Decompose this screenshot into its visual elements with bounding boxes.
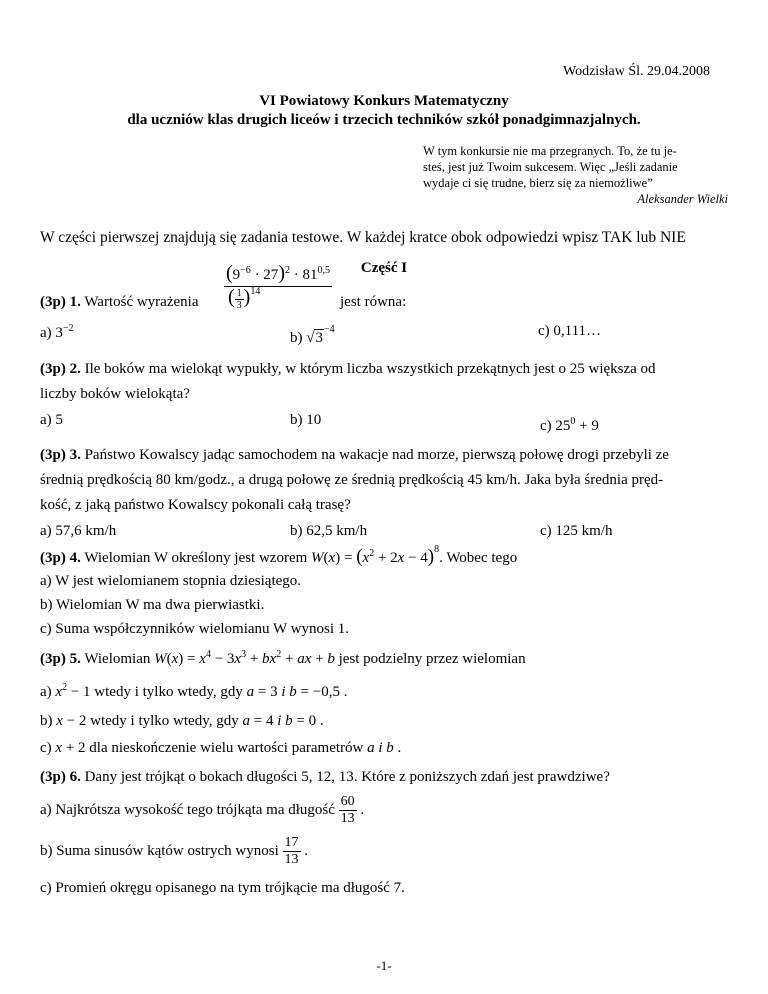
task-4-number: 4. — [69, 550, 81, 566]
answer-label: b) — [40, 713, 53, 729]
motto-author: Aleksander Wielki — [637, 192, 728, 206]
task-1-points: (3p) — [40, 294, 66, 310]
answer-condition-text: wtedy i tylko wtedy, gdy — [94, 684, 243, 700]
task-5-answer-c: c) x + 2 dla nieskończenie wielu wartości parametrów a i b . — [40, 740, 402, 756]
task-3-number: 3. — [69, 447, 81, 463]
task-2-answer-c: c) $25^0 + 9$ — [540, 416, 599, 434]
title-line-1: VI Powiatowy Konkurs Matematyczny — [259, 93, 509, 109]
fraction: $\frac{17}{13}$ — [284, 835, 299, 867]
task-4-prompt: (3p) 4. Wielomian W określony jest wzorem $W(x) = (x^2 + 2x - 4)^8$. Wobec tego — [40, 544, 518, 567]
expression-denominator: ( $\frac{1}{3}$ )$^{14}$ — [228, 286, 261, 312]
task-4-points: (3p) — [40, 550, 66, 566]
task-1-number: 1. — [69, 294, 81, 310]
intro-text: W części pierwszej znajdują się zadania testowe. W każdej kratce obok odpowiedzi wpisz TAK lub NIE — [40, 229, 686, 246]
task-1-tail: jest równa: — [340, 294, 407, 310]
task-6-points: (3p) — [40, 769, 66, 785]
answer-label: c) — [40, 740, 52, 756]
task-3-line-3: kość, z jaką państwo Kowalscy pokonali całą trasę? — [40, 497, 351, 513]
task-4-text: Wielomian W określony jest wzorem — [84, 550, 308, 566]
task-5-tail: jest podzielny przez wielomian — [338, 651, 526, 667]
task-5-prompt — [40, 651, 526, 668]
task-2-answer-b: b) 10 — [290, 412, 322, 428]
task-5-points: (3p) — [40, 651, 66, 667]
place-date: Wodzisław Śl. 29.04.2008 — [563, 64, 711, 79]
task-4-answer-c: c) Suma współczynników wielomianu W wynosi 1. — [40, 621, 349, 637]
answer-label: c) — [540, 418, 552, 434]
task-4-tail: . Wobec tego — [439, 550, 518, 566]
task-5-answer-b: b) x − 2 wtedy i tylko wtedy, gdy a = 4 i b = 0 . — [40, 713, 324, 729]
task-1-answer-b: b) $√3^{-4}$ — [290, 324, 335, 346]
task-3-answer-a: a) 57,6 km/h — [40, 523, 117, 539]
task-3-points: (3p) — [40, 447, 66, 463]
sqrt-icon: √3 — [306, 330, 323, 346]
task-1-prompt — [40, 294, 198, 311]
task-2-line-1 — [40, 361, 656, 378]
task-4-answer-b: b) Wielomian W ma dwa pierwiastki. — [40, 597, 265, 613]
task-2-number: 2. — [69, 361, 81, 377]
expression-numerator: $(9^{-6} \cdot 27)^2 \cdot 81^{0,5}$ — [226, 262, 330, 284]
task-6-answer-b-text: b) Suma sinusów kątów ostrych wynosi — [40, 843, 279, 859]
task-2-text: Ile boków ma wielokąt wypukły, w którym liczba wszystkich przekątnych jest o 25 większa od — [84, 361, 656, 377]
task-3-line-2: średnią prędkością 80 km/godz., a drugą połowę ze średnią prędkością 45 km/h. Jaka była średnia pręd- — [40, 472, 664, 488]
task-4-answer-a: a) W jest wielomianem stopnia dziesiątego. — [40, 573, 302, 589]
task-6-text: Dany jest trójkąt o bokach długości 5, 12, 13. Które z poniższych zdań jest prawdziwe? — [84, 769, 610, 785]
task-3-line-1 — [40, 447, 669, 464]
task-1-answer-a: a) $3^{-2}$ — [40, 323, 74, 341]
title-line-2: dla uczniów klas drugich liceów i trzecich techników szkół ponadgimnazjalnych. — [127, 112, 641, 128]
answer-condition-text: wtedy i tylko wtedy, gdy — [90, 713, 239, 729]
task-5-formula: $W(x) = x^4 - 3x^3 + bx^2$ + ax + b — [154, 649, 335, 667]
page-number: -1- — [376, 958, 392, 973]
answer-label: a) — [40, 684, 52, 700]
task-1-answer-c: c) 0,111… — [538, 323, 602, 339]
task-6-number: 6. — [69, 769, 81, 785]
section-title: Część I — [360, 260, 408, 276]
motto-line: steś, jest już Twoim sukcesem. Więc „Jeśli zadanie — [423, 160, 678, 174]
answer-label: a) — [40, 325, 52, 341]
task-2-answer-a: a) 5 — [40, 412, 63, 428]
task-6-prompt — [40, 769, 610, 786]
task-5-answer-a: a) $x^2 - 1$ wtedy i tylko wtedy, gdy a = 3 i b = −0,5 . — [40, 682, 348, 700]
answer-label: b) — [290, 330, 303, 346]
motto-line: W tym konkursie nie ma przegranych. To, że tu je- — [423, 144, 677, 158]
task-3-text: Państwo Kowalscy jadąc samochodem na wakacje nad morze, pierwszą połowę drogi przebyli ze — [84, 447, 669, 463]
task-4-formula: W — [311, 550, 324, 566]
task-6-answer-a: a) Najkrótsza wysokość tego trójkąta ma długość $\frac{60}{13}$ . — [40, 794, 365, 826]
task-1-text: Wartość wyrażenia — [84, 294, 199, 310]
task-5-text: Wielomian — [84, 651, 151, 667]
task-3-answer-b: b) 62,5 km/h — [290, 523, 368, 539]
task-3-answer-c: c) 125 km/h — [540, 523, 613, 539]
task-2-line-2: liczby boków wielokąta? — [40, 386, 190, 402]
task-6-answer-a-text: a) Najkrótsza wysokość tego trójkąta ma długość — [40, 802, 335, 818]
task-5-number: 5. — [69, 651, 81, 667]
task-2-points: (3p) — [40, 361, 66, 377]
fraction: $\frac{60}{13}$ — [340, 794, 355, 826]
task-6-answer-c: c) Promień okręgu opisanego na tym trójkącie ma długość 7. — [40, 880, 405, 896]
answer-condition-text: dla nieskończenie wielu wartości parametrów — [89, 740, 364, 756]
motto-line: wydaje ci się trudne, bierz się za niemożliwe” — [423, 176, 653, 190]
task-6-answer-b: b) Suma sinusów kątów ostrych wynosi $\frac{17}{13}$ . — [40, 835, 308, 867]
